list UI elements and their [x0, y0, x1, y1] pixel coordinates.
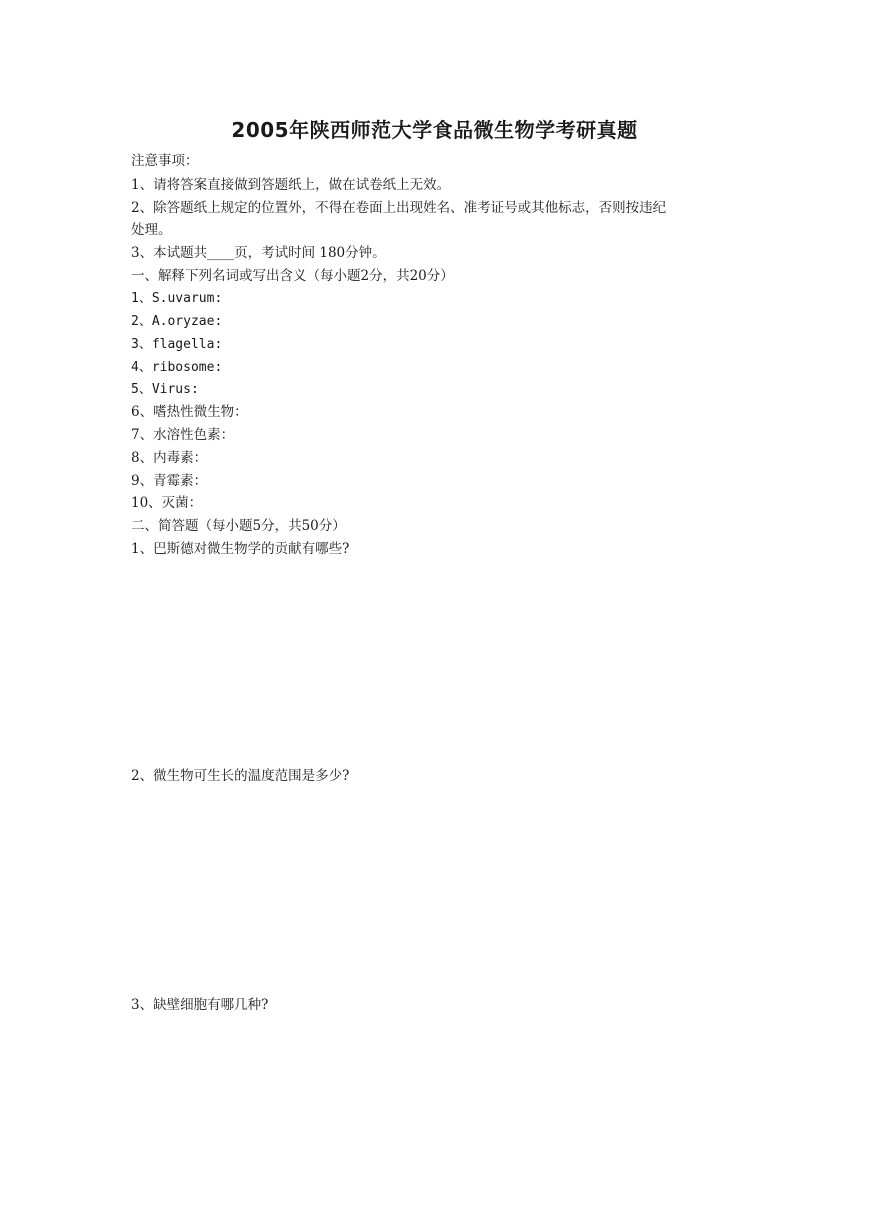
section-1-heading: 一、解释下列名词或写出含义（每小题2分，共20分）: [131, 268, 454, 284]
term-item-8: 8、内毒素：: [131, 450, 208, 466]
question-item-3: 3、缺壁细胞有哪几种?: [131, 997, 269, 1013]
note-item-3: 3、本试题共____页，考试时间 180分钟。: [131, 245, 386, 261]
term-item-2: 2、A.oryzae:: [131, 314, 223, 329]
note-item-1: 1、请将答案直接做到答题纸上，做在试卷纸上无效。: [131, 177, 451, 193]
term-item-10: 10、灭菌：: [131, 495, 203, 511]
question-item-2: 2、微生物可生长的温度范围是多少?: [131, 768, 350, 784]
term-item-4: 4、ribosome:: [131, 360, 223, 375]
term-item-9: 9、青霉素：: [131, 473, 208, 489]
section-2-heading: 二、简答题（每小题5分，共50分）: [131, 518, 346, 534]
note-item-2: 2、除答题纸上规定的位置外，不得在卷面上出现姓名、准考证号或其他标志，否则按违纪: [131, 200, 667, 216]
term-item-3: 3、flagella:: [131, 337, 223, 352]
note-item-2-continued: 处理。: [131, 222, 172, 238]
page-title: 2005年陕西师范大学食品微生物学考研真题: [231, 118, 638, 142]
term-item-5: 5、Virus:: [131, 382, 199, 397]
question-item-1: 1、巴斯德对微生物学的贡献有哪些?: [131, 541, 350, 557]
term-item-7: 7、水溶性色素：: [131, 427, 235, 443]
term-item-1: 1、S.uvarum:: [131, 291, 223, 306]
notes-heading: 注意事项：: [131, 153, 199, 169]
term-item-6: 6、嗜热性微生物：: [131, 404, 248, 420]
